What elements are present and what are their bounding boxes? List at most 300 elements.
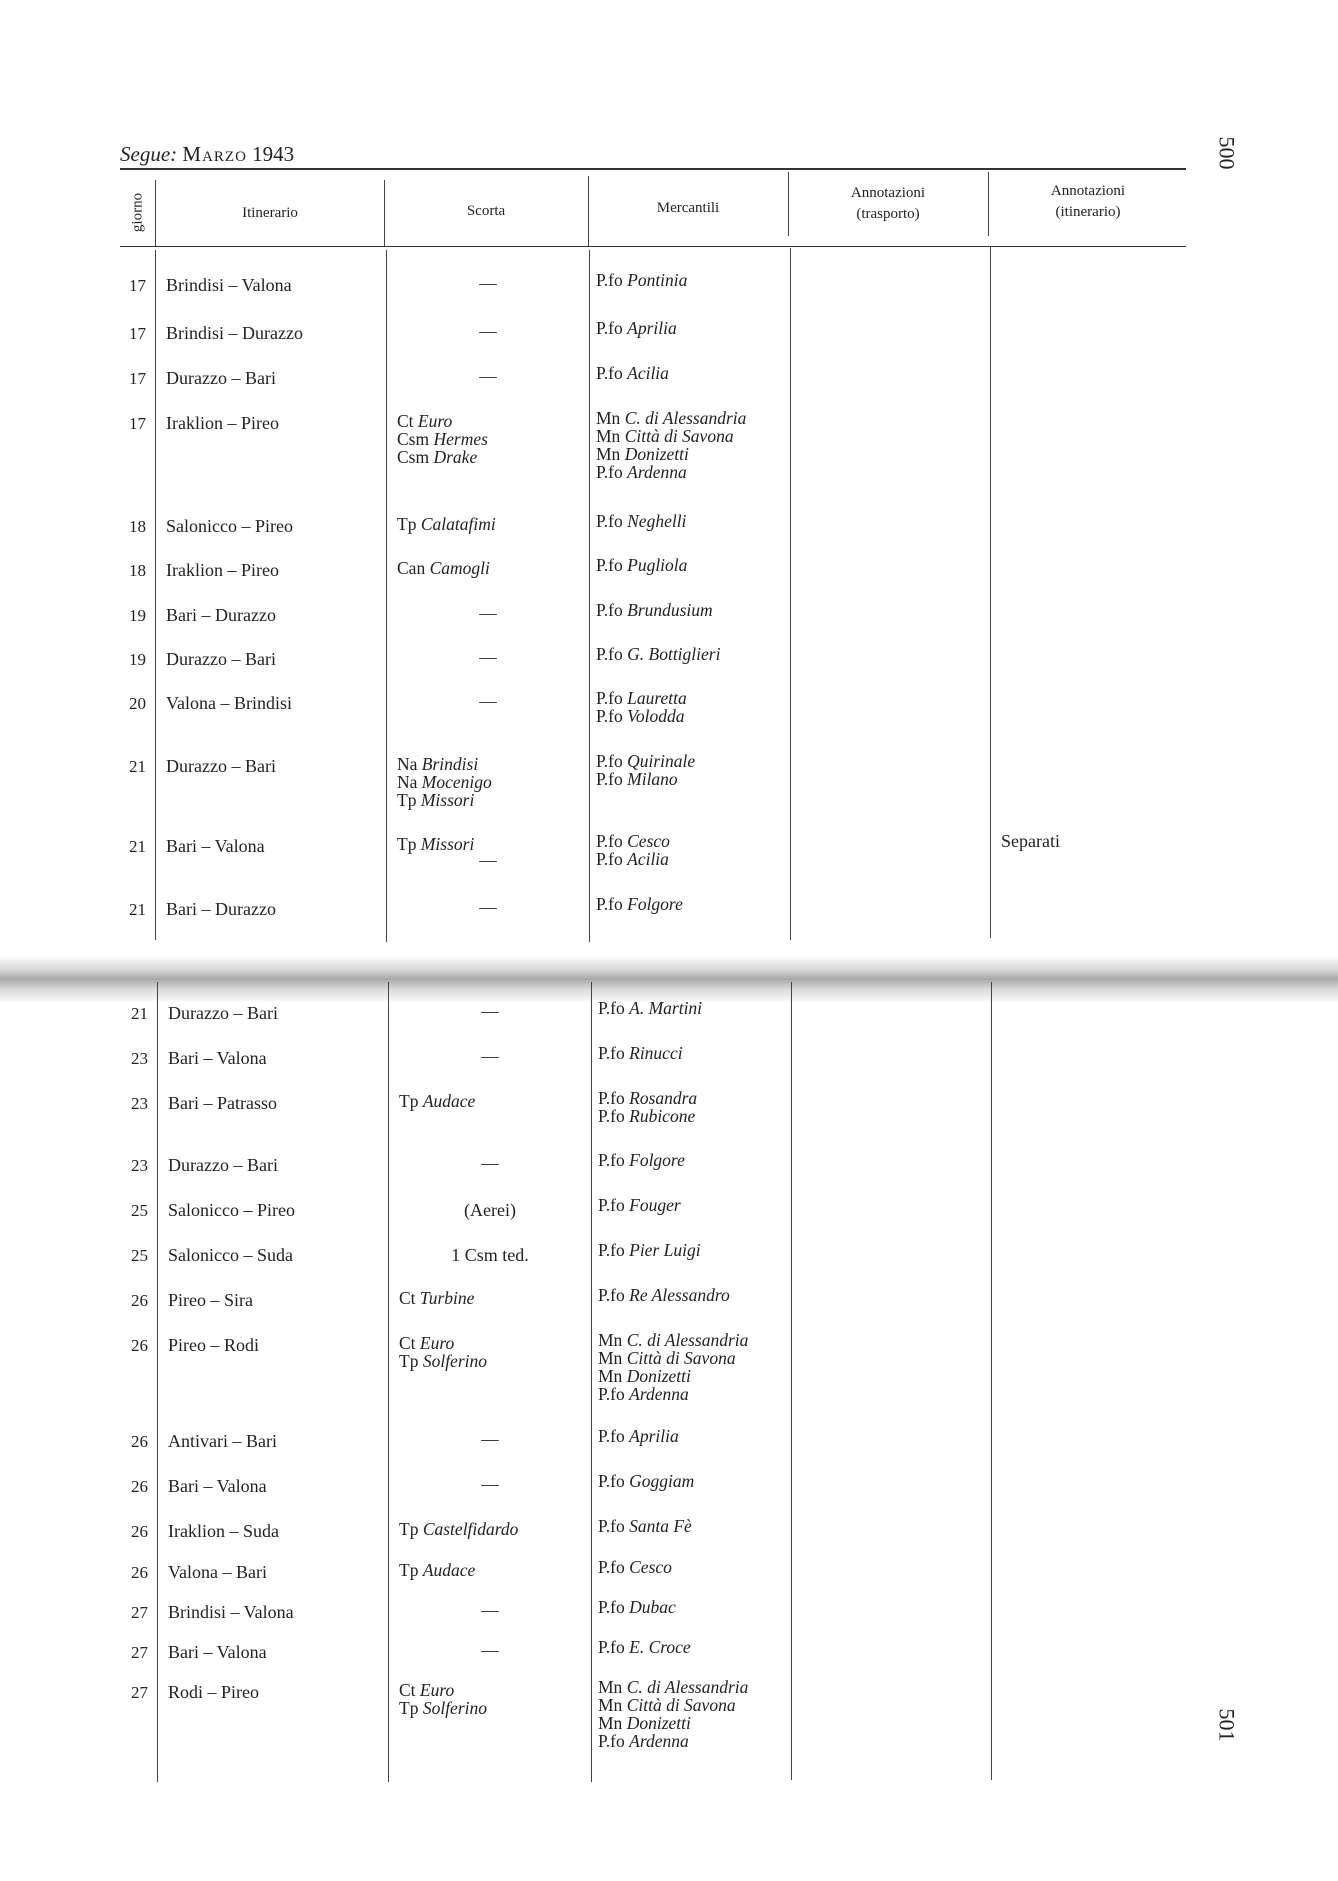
col-header-ann-trasporto-line1: Annotazioni xyxy=(850,185,926,201)
year-label: 1943 xyxy=(252,142,295,166)
vessel-name: Donizetti xyxy=(626,1713,691,1733)
merchant-list-line xyxy=(598,1107,697,1125)
merchant-list-line xyxy=(598,1196,681,1214)
route-itinerario: Durazzo – Bari xyxy=(166,756,276,776)
col-header-itinerario: Itinerario xyxy=(242,205,298,221)
vessel-name: G. Bottiglieri xyxy=(627,644,721,664)
vessel-name: Acilia xyxy=(627,849,669,869)
vessel-name: Drake xyxy=(433,447,478,467)
escort-text: 1 Csm ted. xyxy=(451,1245,529,1265)
escort-list-line xyxy=(397,791,492,809)
vessel-type: P.fo xyxy=(596,751,628,771)
vessel-type: P.fo xyxy=(596,363,628,383)
merchant-list-line xyxy=(596,895,683,913)
vessel-type: Tp xyxy=(397,834,421,854)
vessel-type: P.fo xyxy=(598,1195,630,1215)
col-divider xyxy=(988,172,989,236)
day-number: 20 xyxy=(129,694,146,713)
vessel-name: Folgore xyxy=(629,1150,685,1170)
route-itinerario: Bari – Patrasso xyxy=(168,1093,277,1113)
vessel-type: Mn xyxy=(598,1348,627,1368)
vessel-name: E. Croce xyxy=(629,1637,691,1657)
route-itinerario: Salonicco – Pireo xyxy=(166,516,293,536)
vessel-name: Castelfidardo xyxy=(422,1519,519,1539)
escort-list-line xyxy=(399,1092,475,1110)
col-header-ann-itinerario-line1: Annotazioni xyxy=(1050,183,1126,199)
merchant-list-line xyxy=(596,409,746,427)
escort-dash: — xyxy=(481,1429,499,1449)
col-divider xyxy=(386,250,387,942)
vessel-type: P.fo xyxy=(598,1240,630,1260)
merchant-list-line xyxy=(596,463,746,481)
vessel-name: Euro xyxy=(419,1333,455,1353)
col-divider xyxy=(157,982,158,1782)
vessel-name: Missori xyxy=(420,790,475,810)
merchant-list-line xyxy=(596,752,695,770)
day-number: 26 xyxy=(131,1336,148,1355)
col-divider xyxy=(990,246,991,938)
vessel-type: P.fo xyxy=(598,1471,630,1491)
route-itinerario: Iraklion – Pireo xyxy=(166,413,279,433)
vessel-type: P.fo xyxy=(596,511,628,531)
escort-list xyxy=(397,515,496,533)
day-number: 23 xyxy=(131,1156,148,1175)
vessel-type: P.fo xyxy=(598,1557,630,1577)
vessel-name: Euro xyxy=(419,1680,455,1700)
route-itinerario: Iraklion – Suda xyxy=(168,1521,279,1541)
vessel-type: P.fo xyxy=(598,1516,630,1536)
vessel-name: C. di Alessandria xyxy=(626,1330,749,1350)
vessel-type: Tp xyxy=(399,1698,423,1718)
vessel-name: Pontinia xyxy=(627,270,688,290)
vessel-type: Ct xyxy=(399,1333,420,1353)
escort-list-line xyxy=(397,412,488,430)
vessel-type: P.fo xyxy=(598,1426,630,1446)
vessel-name: Santa Fè xyxy=(629,1516,692,1536)
day-number: 18 xyxy=(129,561,146,580)
route-itinerario: Durazzo – Bari xyxy=(168,1003,278,1023)
vessel-name: Camogli xyxy=(429,558,490,578)
vessel-name: Calatafimi xyxy=(420,514,496,534)
escort-list-line xyxy=(399,1352,487,1370)
day-number: 23 xyxy=(131,1049,148,1068)
merchant-list-line xyxy=(596,445,746,463)
merchant-list xyxy=(598,1196,681,1214)
merchant-list-line xyxy=(596,832,670,850)
escort-list xyxy=(399,1681,487,1717)
vessel-name: Cesco xyxy=(627,831,670,851)
merchant-list xyxy=(598,1044,683,1062)
escort-list-line xyxy=(399,1334,487,1352)
escort-dash: — xyxy=(479,603,497,623)
escort-list xyxy=(399,1092,475,1110)
escort-dash: — xyxy=(481,1001,499,1021)
day-number: 26 xyxy=(131,1477,148,1496)
vessel-type: Ct xyxy=(399,1288,420,1308)
vessel-type: P.fo xyxy=(598,1384,630,1404)
vessel-name: Re Alessandro xyxy=(629,1285,730,1305)
escort-dash: — xyxy=(479,273,497,293)
vessel-type: P.fo xyxy=(598,1106,630,1126)
vessel-name: Città di Savona xyxy=(626,1695,736,1715)
vessel-name: Turbine xyxy=(419,1288,475,1308)
route-itinerario: Brindisi – Durazzo xyxy=(166,323,303,343)
merchant-list-line xyxy=(596,770,695,788)
vessel-name: Audace xyxy=(422,1091,476,1111)
col-header-scorta: Scorta xyxy=(466,203,506,219)
merchant-list-line xyxy=(598,1696,748,1714)
vessel-type: P.fo xyxy=(598,1043,630,1063)
vessel-name: Fouger xyxy=(629,1195,681,1215)
escort-list-line xyxy=(397,430,488,448)
escort-dash: — xyxy=(481,1046,499,1066)
vessel-name: Cesco xyxy=(629,1557,672,1577)
vessel-name: Audace xyxy=(422,1560,476,1580)
route-itinerario: Bari – Valona xyxy=(166,836,265,856)
vessel-name: Rinucci xyxy=(629,1043,683,1063)
vessel-type: Mn xyxy=(596,444,625,464)
col-header-giorno: giorno xyxy=(129,192,146,233)
vessel-type: P.fo xyxy=(596,894,628,914)
col-divider xyxy=(991,982,992,1780)
vessel-type: Can xyxy=(397,558,430,578)
escort-list-line xyxy=(397,773,492,791)
escort-list xyxy=(399,1561,475,1579)
vessel-name: Donizetti xyxy=(626,1366,691,1386)
vessel-name: Ardenna xyxy=(629,1384,689,1404)
route-itinerario: Antivari – Bari xyxy=(168,1431,277,1451)
vessel-name: Ardenna xyxy=(629,1731,689,1751)
escort-dash: — xyxy=(479,647,497,667)
escort-dash: — xyxy=(479,321,497,341)
vessel-type: Tp xyxy=(397,514,421,534)
vessel-type: Csm xyxy=(397,429,434,449)
vessel-name: Neghelli xyxy=(627,511,687,531)
col-divider xyxy=(155,250,156,940)
col-header-ann-trasporto xyxy=(788,183,988,225)
route-itinerario: Iraklion – Pireo xyxy=(166,560,279,580)
vessel-name: Dubac xyxy=(629,1597,676,1617)
vessel-name: C. di Alessandria xyxy=(626,1677,749,1697)
vessel-type: P.fo xyxy=(596,318,628,338)
vessel-name: Euro xyxy=(417,411,453,431)
vessel-type: Mn xyxy=(598,1713,627,1733)
vessel-name: C. di Alessandria xyxy=(624,408,747,428)
escort-list-line xyxy=(397,515,496,533)
merchant-list xyxy=(598,1089,697,1125)
merchant-list xyxy=(596,645,720,663)
merchant-list-line xyxy=(596,850,670,868)
route-itinerario: Durazzo – Bari xyxy=(166,368,276,388)
merchant-list-line xyxy=(596,556,687,574)
merchant-list-line xyxy=(598,1349,748,1367)
col-divider xyxy=(589,250,590,942)
merchant-list-line xyxy=(598,1241,701,1259)
escort-dash: — xyxy=(479,850,497,870)
merchant-list-line xyxy=(596,427,746,445)
merchant-list xyxy=(598,1241,701,1259)
route-itinerario: Pireo – Sira xyxy=(168,1290,253,1310)
col-header-ann-trasporto-line2: (trasporto) xyxy=(856,206,920,222)
day-number: 17 xyxy=(129,369,146,388)
vessel-name: Quirinale xyxy=(627,751,696,771)
merchant-list-line xyxy=(596,319,677,337)
merchant-list xyxy=(596,556,687,574)
day-number: 26 xyxy=(131,1522,148,1541)
day-number: 26 xyxy=(131,1291,148,1310)
vessel-type: P.fo xyxy=(596,688,628,708)
merchant-list xyxy=(598,999,702,1017)
day-number: 21 xyxy=(131,1004,148,1023)
day-number: 17 xyxy=(129,276,146,295)
vessel-type: P.fo xyxy=(596,769,628,789)
vessel-name: Missori xyxy=(420,834,475,854)
route-itinerario: Valona – Brindisi xyxy=(166,693,292,713)
merchant-list xyxy=(596,832,670,868)
merchant-list xyxy=(598,1598,676,1616)
day-number: 26 xyxy=(131,1563,148,1582)
merchant-list xyxy=(598,1331,748,1403)
page-fold-shadow xyxy=(0,955,1338,1003)
vessel-name: Donizetti xyxy=(624,444,689,464)
vessel-name: Aprilia xyxy=(629,1426,679,1446)
merchant-list xyxy=(598,1151,685,1169)
vessel-name: Rosandra xyxy=(629,1088,698,1108)
route-itinerario: Bari – Valona xyxy=(168,1048,267,1068)
vessel-type: Tp xyxy=(399,1091,423,1111)
merchant-list-line xyxy=(598,1598,676,1616)
escort-list xyxy=(399,1520,518,1538)
merchant-list xyxy=(598,1472,694,1490)
day-number: 23 xyxy=(131,1094,148,1113)
merchant-list xyxy=(596,512,686,530)
route-itinerario: Valona – Bari xyxy=(168,1562,267,1582)
vessel-name: Brundusium xyxy=(627,600,713,620)
merchant-list-line xyxy=(596,601,713,619)
vessel-name: Pugliola xyxy=(627,555,688,575)
merchant-list-line xyxy=(596,364,669,382)
vessel-type: Csm xyxy=(397,447,434,467)
col-divider xyxy=(388,982,389,1782)
escort-list-line xyxy=(397,755,492,773)
merchant-list xyxy=(598,1558,672,1576)
merchant-list-line xyxy=(598,1558,672,1576)
header-bottom-rule xyxy=(120,246,1186,247)
escort-list-line xyxy=(399,1561,475,1579)
merchant-list xyxy=(598,1678,748,1750)
day-number: 27 xyxy=(131,1683,148,1702)
merchant-list xyxy=(598,1286,730,1304)
day-number: 21 xyxy=(129,900,146,919)
vessel-type: P.fo xyxy=(598,1150,630,1170)
vessel-type: Mn xyxy=(596,426,625,446)
route-itinerario: Brindisi – Valona xyxy=(166,275,292,295)
vessel-name: Brindisi xyxy=(421,754,479,774)
merchant-list-line xyxy=(598,1151,685,1169)
vessel-type: Mn xyxy=(596,408,625,428)
vessel-type: P.fo xyxy=(596,644,628,664)
escort-dash: — xyxy=(481,1600,499,1620)
vessel-type: P.fo xyxy=(596,831,628,851)
merchant-list xyxy=(596,895,683,913)
merchant-list-line xyxy=(598,1732,748,1750)
escort-list-line xyxy=(399,1289,474,1307)
merchant-list-line xyxy=(596,271,687,289)
escort-list-line xyxy=(397,448,488,466)
vessel-type: P.fo xyxy=(596,706,628,726)
vessel-type: P.fo xyxy=(596,600,628,620)
vessel-name: Folgore xyxy=(627,894,683,914)
escort-list-line xyxy=(399,1699,487,1717)
merchant-list-line xyxy=(598,1044,683,1062)
vessel-name: Rubicone xyxy=(629,1106,696,1126)
col-header-ann-itinerario xyxy=(988,181,1188,223)
col-divider xyxy=(384,180,385,246)
day-number: 27 xyxy=(131,1643,148,1662)
vessel-name: Aprilia xyxy=(627,318,677,338)
merchant-list-line xyxy=(598,1472,694,1490)
vessel-type: Mn xyxy=(598,1677,627,1697)
vessel-name: A. Martini xyxy=(629,998,703,1018)
vessel-type: Na xyxy=(397,754,422,774)
escort-list xyxy=(397,559,490,577)
vessel-type: P.fo xyxy=(598,1285,630,1305)
vessel-type: Tp xyxy=(399,1351,423,1371)
day-number: 21 xyxy=(129,757,146,776)
vessel-type: P.fo xyxy=(598,1088,630,1108)
merchant-list xyxy=(596,319,677,337)
route-itinerario: Brindisi – Valona xyxy=(168,1602,294,1622)
route-itinerario: Bari – Valona xyxy=(168,1476,267,1496)
route-itinerario: Durazzo – Bari xyxy=(166,649,276,669)
merchant-list-line xyxy=(596,707,687,725)
escort-list xyxy=(399,1334,487,1370)
itinerary-note: Separati xyxy=(1001,831,1060,851)
day-number: 27 xyxy=(131,1603,148,1622)
day-number: 26 xyxy=(131,1432,148,1451)
merchant-list-line xyxy=(598,1367,748,1385)
escort-dash: — xyxy=(481,1474,499,1494)
escort-dash: — xyxy=(479,366,497,386)
escort-dash: — xyxy=(481,1153,499,1173)
vessel-name: Milano xyxy=(627,769,678,789)
top-rule xyxy=(120,168,1186,170)
merchant-list xyxy=(598,1517,692,1535)
vessel-type: Mn xyxy=(598,1366,627,1386)
col-divider xyxy=(790,248,791,940)
vessel-type: Mn xyxy=(598,1695,627,1715)
vessel-name: Solferino xyxy=(422,1351,487,1371)
col-header-ann-itinerario-line2: (itinerario) xyxy=(1055,204,1121,220)
route-itinerario: Bari – Durazzo xyxy=(166,899,276,919)
page-number-bottom: 501 xyxy=(1214,1708,1240,1742)
vessel-type: P.fo xyxy=(596,555,628,575)
vessel-type: P.fo xyxy=(596,849,628,869)
vessel-type: Mn xyxy=(598,1330,627,1350)
col-divider xyxy=(791,982,792,1780)
escort-list xyxy=(397,755,492,809)
day-number: 21 xyxy=(129,837,146,856)
route-itinerario: Durazzo – Bari xyxy=(168,1155,278,1175)
day-number: 19 xyxy=(129,650,146,669)
route-itinerario: Rodi – Pireo xyxy=(168,1682,260,1702)
escort-dash: — xyxy=(479,691,497,711)
escort-list-line xyxy=(399,1681,487,1699)
vessel-type: P.fo xyxy=(598,1597,630,1617)
route-itinerario: Salonicco – Suda xyxy=(168,1245,293,1265)
route-itinerario: Salonicco – Pireo xyxy=(168,1200,295,1220)
merchant-list-line xyxy=(598,1331,748,1349)
vessel-type: P.fo xyxy=(598,1731,630,1751)
col-divider xyxy=(788,172,789,236)
escort-text: (Aerei) xyxy=(464,1200,516,1220)
day-number: 25 xyxy=(131,1246,148,1265)
vessel-name: Città di Savona xyxy=(624,426,734,446)
vessel-type: P.fo xyxy=(596,462,628,482)
col-divider xyxy=(591,982,592,1782)
merchant-list-line xyxy=(598,1427,679,1445)
route-itinerario: Bari – Valona xyxy=(168,1642,267,1662)
merchant-list xyxy=(596,409,746,481)
segue-label: Segue: xyxy=(120,142,178,166)
route-itinerario: Pireo – Rodi xyxy=(168,1335,260,1355)
escort-list xyxy=(399,1289,474,1307)
merchant-list xyxy=(598,1427,679,1445)
vessel-type: Ct xyxy=(397,411,418,431)
col-header-mercantili: Mercantili xyxy=(656,200,720,216)
day-number: 17 xyxy=(129,324,146,343)
month-label: Marzo xyxy=(182,142,247,166)
vessel-name: Solferino xyxy=(422,1698,487,1718)
merchant-list xyxy=(596,601,713,619)
day-number: 17 xyxy=(129,414,146,433)
col-divider xyxy=(588,176,589,246)
merchant-list-line xyxy=(596,645,720,663)
vessel-name: Pier Luigi xyxy=(629,1240,701,1260)
merchant-list-line xyxy=(598,1638,691,1656)
vessel-name: Acilia xyxy=(627,363,669,383)
day-number: 25 xyxy=(131,1201,148,1220)
merchant-list-line xyxy=(598,1385,748,1403)
vessel-name: Goggiam xyxy=(629,1471,695,1491)
day-number: 18 xyxy=(129,517,146,536)
day-number: 19 xyxy=(129,606,146,625)
merchant-list-line xyxy=(596,512,686,530)
merchant-list xyxy=(598,1638,691,1656)
merchant-list-line xyxy=(598,1678,748,1696)
merchant-list-line xyxy=(598,1286,730,1304)
merchant-list-line xyxy=(598,999,702,1017)
running-header xyxy=(120,142,294,167)
route-itinerario: Bari – Durazzo xyxy=(166,605,276,625)
vessel-type: P.fo xyxy=(596,270,628,290)
escort-list-line xyxy=(397,559,490,577)
merchant-list-line xyxy=(598,1517,692,1535)
vessel-type: Ct xyxy=(399,1680,420,1700)
vessel-type: Tp xyxy=(399,1519,423,1539)
page-number-top: 500 xyxy=(1214,136,1240,170)
escort-list xyxy=(397,412,488,466)
vessel-name: Hermes xyxy=(433,429,488,449)
merchant-list xyxy=(596,752,695,788)
vessel-type: Tp xyxy=(399,1560,423,1580)
merchant-list-line xyxy=(598,1089,697,1107)
vessel-type: Na xyxy=(397,772,422,792)
merchant-list-line xyxy=(598,1714,748,1732)
vessel-name: Città di Savona xyxy=(626,1348,736,1368)
merchant-list xyxy=(596,271,687,289)
escort-dash: — xyxy=(479,897,497,917)
